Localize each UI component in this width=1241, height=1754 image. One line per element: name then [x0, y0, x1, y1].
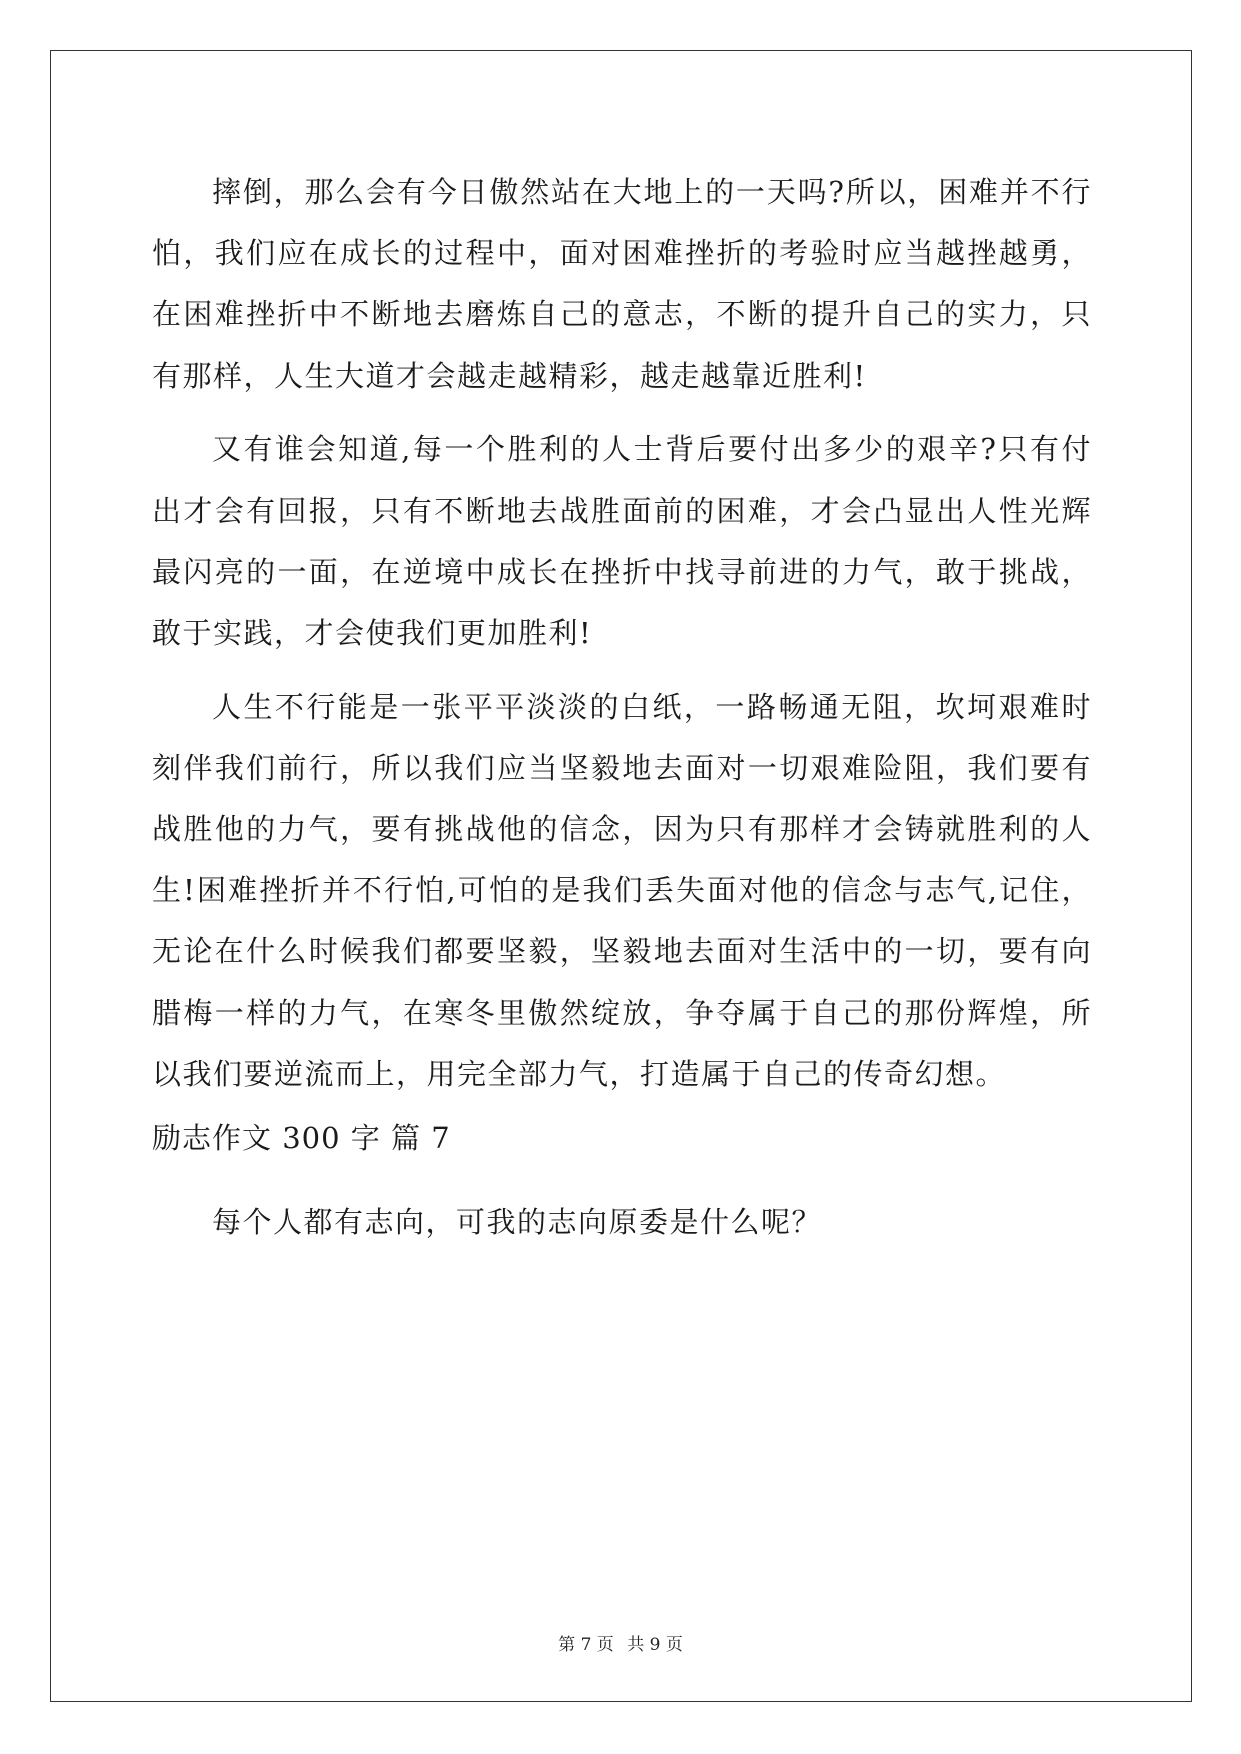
- paragraph-2: 又有谁会知道,每一个胜利的人士背后要付出多少的艰辛?只有付出才会有回报，只有不断地去战胜面前的困难，才会凸显出人性光辉最闪亮的一面，在逆境中成长在挫折中找寻前进的力气，敢于挑战，敢于实践，才会使我们更加胜利!: [152, 432, 1092, 650]
- page-number: 第 7 页: [558, 1635, 614, 1655]
- section-heading: 励志作文 300 字 篇 7: [152, 1120, 451, 1155]
- paragraph-1: 摔倒，那么会有今日傲然站在大地上的一天吗?所以，困难并不行怕，我们应在成长的过程中，面对困难挫折的考验时应当越挫越勇，在困难挫折中不断地去磨炼自己的意志，不断的提升自己的实力，只有那样，人生大道才会越走越精彩，越走越靠近胜利!: [152, 175, 1092, 393]
- page-total: 共 9 页: [627, 1635, 683, 1655]
- document-body: [152, 162, 1092, 1265]
- paragraph-4: 每个人都有志向，可我的志向原委是什么呢？: [212, 1204, 823, 1239]
- paragraph-3: 人生不行能是一张平平淡淡的白纸，一路畅通无阻，坎坷艰难时刻伴我们前行，所以我们应当坚毅地去面对一切艰难险阻，我们要有战胜他的力气，要有挑战他的信念，因为只有那样才会铸就胜利的人生!困难挫折并不行怕,可怕的是我们丢失面对他的信念与志气,记住，无论在什么时候我们都要坚毅，坚毅地去面对生活中的一切，要有向腊梅一样的力气，在寒冬里傲然绽放，争夺属于自己的那份辉煌，所以我们要逆流而上，用完全部力气，打造属于自己的传奇幻想。: [152, 689, 1092, 1091]
- page-footer: [0, 1630, 1241, 1655]
